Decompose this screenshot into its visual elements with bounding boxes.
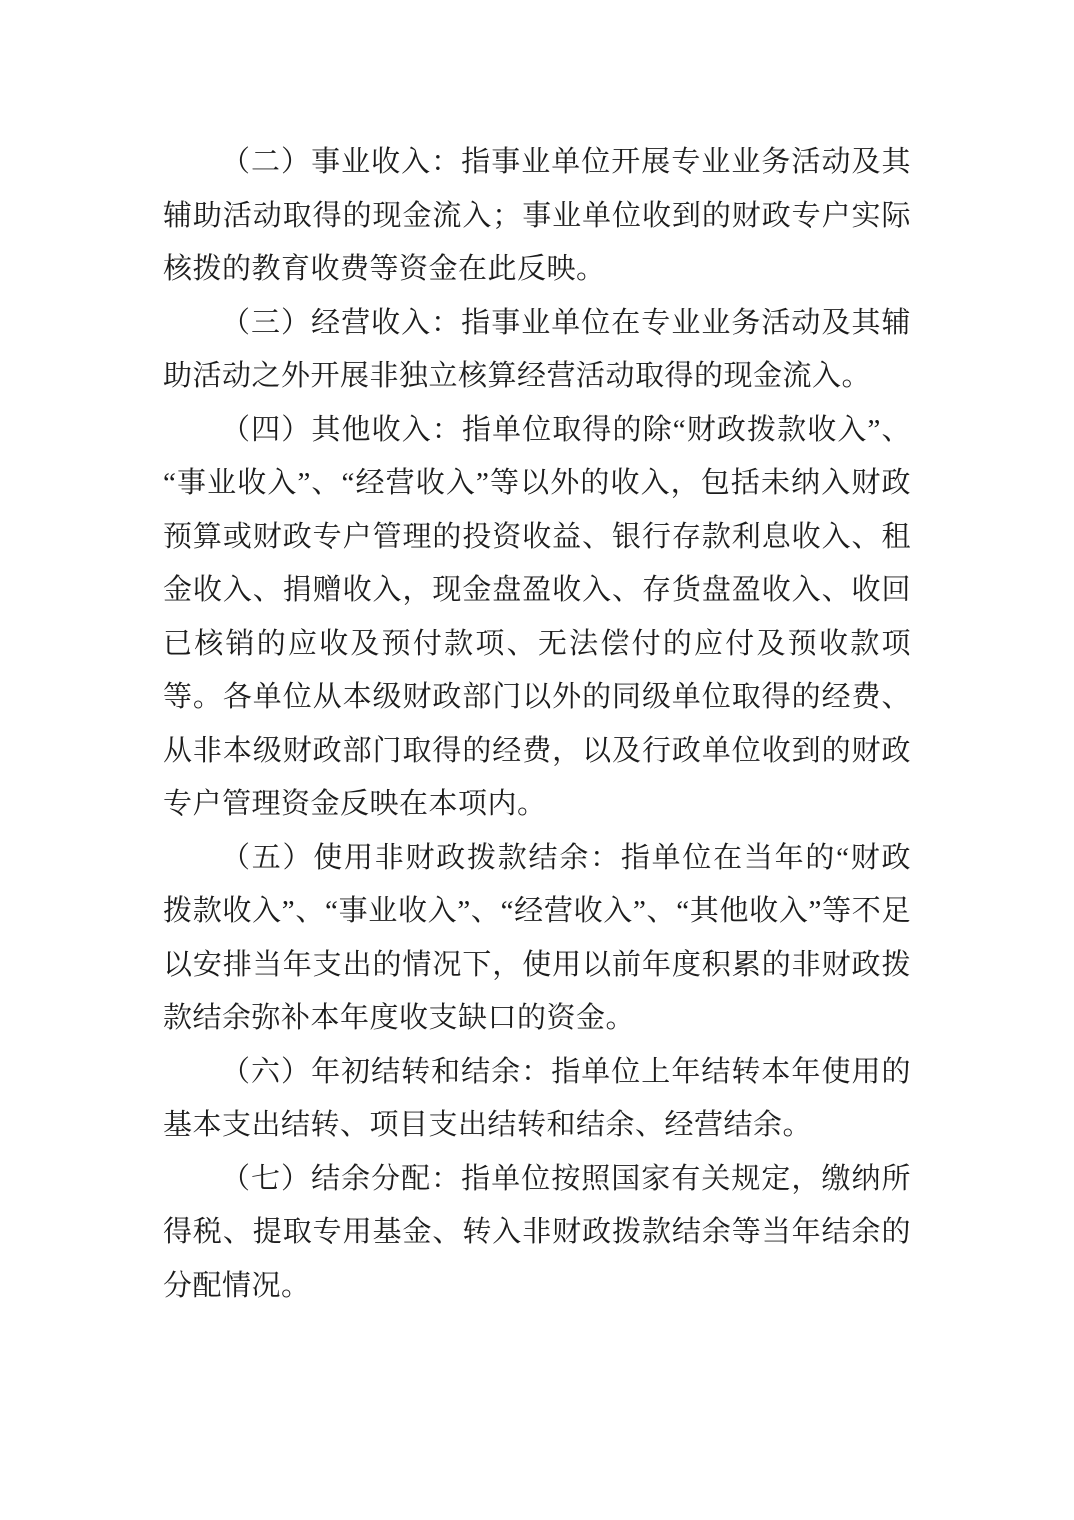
paragraph-item7-balance-distribution: （七）结余分配：指单位按照国家有关规定，缴纳所得税、提取专用基金、转入非财政拨款结余等当年结余的分配情况。	[163, 1162, 911, 1302]
paragraph-item2-business-income: （二）事业收入：指事业单位开展专业业务活动及其辅助活动取得的现金流入；事业单位收到的财政专户实际核拨的教育收费等资金在此反映。	[163, 146, 911, 285]
paragraph-item4-other-income: （四）其他收入：指单位取得的除“财政拨款收入”、“事业收入”、“经营收入”等以外的收入，包括未纳入财政预算或财政专户管理的投资收益、银行存款利息收入、租金收入、捐赠收入，现金盘盈收入、存货盘盈收入、收回已核销的应收及预付款项、无法偿付的应付及预收款项等。各单位从本级财政部门以外的同级单位取得的经费、从非本级财政部门取得的经费，以及行政单位收到的财政专户管理资金反映在本项内。	[163, 413, 911, 820]
paragraph-item3-operating-income: （三）经营收入：指事业单位在专业业务活动及其辅助活动之外开展非独立核算经营活动取得的现金流入。	[163, 306, 911, 392]
document-body	[163, 136, 911, 1313]
paragraph-item5-use-of-non-fiscal-appropriation-balance: （五）使用非财政拨款结余：指单位在当年的“财政拨款收入”、“事业收入”、“经营收入”、“其他收入”等不足以安排当年支出的情况下，使用以前年度积累的非财政拨款结余弥补本年度收支缺口的资金。	[163, 841, 911, 1034]
paragraph-item6-beginning-year-carryover-and-balance: （六）年初结转和结余：指单位上年结转本年使用的基本支出结转、项目支出结转和结余、经营结余。	[163, 1055, 911, 1141]
